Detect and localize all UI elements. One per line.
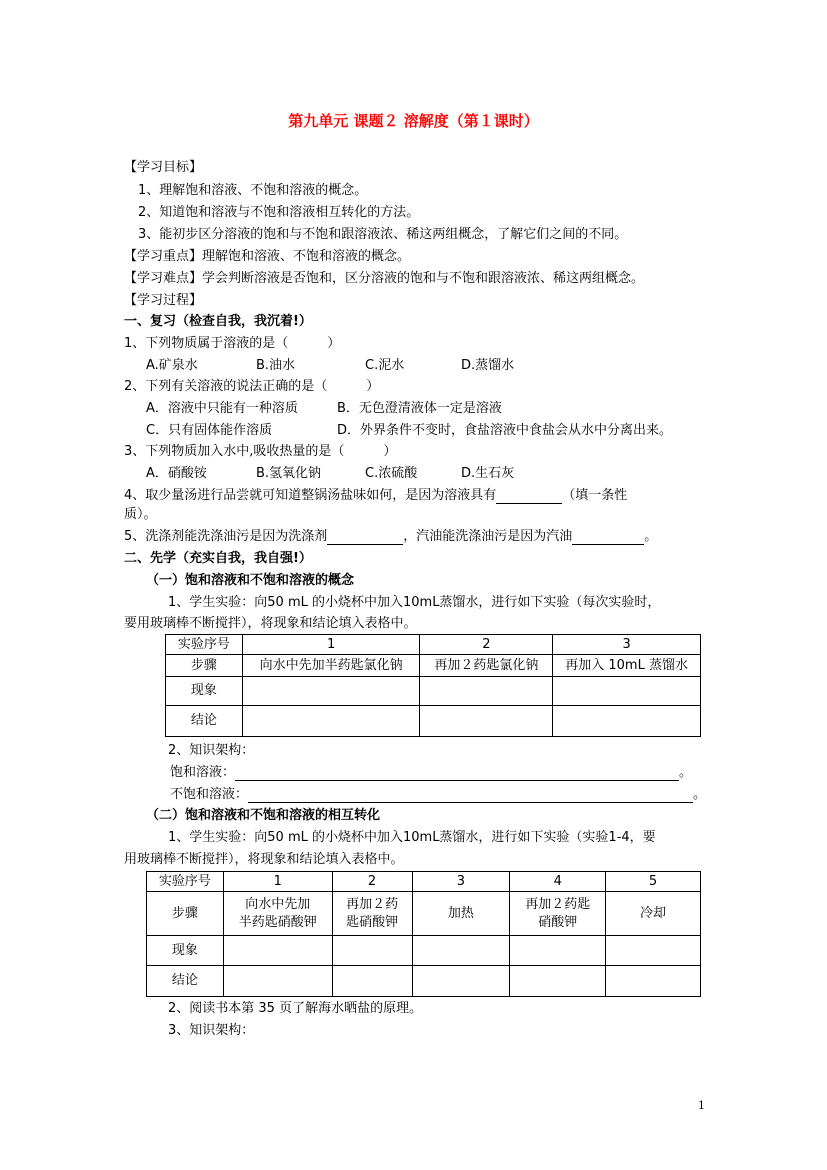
column-header: 4 xyxy=(510,872,606,892)
experiment1-line1: 1、学生实验：向50 mL 的小烧杯中加入10mL蒸馏水，进行如下实验（每次实验时， xyxy=(168,595,661,610)
saturated-end: 。 xyxy=(679,765,693,780)
q3-option-c: C.浓硫酸 xyxy=(365,466,418,481)
blank-cell xyxy=(553,677,701,706)
saturated-blank xyxy=(235,767,679,781)
blank-cell xyxy=(412,936,510,966)
unsaturated-definition xyxy=(170,787,706,803)
page-title: 第九单元 课题２ 溶解度（第１课时） xyxy=(288,112,539,130)
q5-blank-2 xyxy=(572,531,644,545)
objective-2: 2、知道饱和溶液与不饱和溶液相互转化的方法。 xyxy=(138,205,420,220)
objective-1: 1、理解饱和溶液、不饱和溶液的概念。 xyxy=(138,183,368,198)
saturated-definition xyxy=(170,765,692,781)
row-label-phenomenon: 现象 xyxy=(147,936,224,966)
blank-cell xyxy=(420,706,553,737)
q5-text-end: 。 xyxy=(644,529,658,544)
table-row xyxy=(166,677,701,706)
table-row xyxy=(147,966,701,997)
column-header: 2 xyxy=(420,635,553,655)
table-row xyxy=(147,872,701,892)
step-line: 匙硝酸钾 xyxy=(346,914,399,930)
q4-text-end: （填一条性 xyxy=(562,488,628,503)
column-header: 2 xyxy=(332,872,412,892)
step-cell: 冷却 xyxy=(606,892,701,936)
reading-task: 2、阅读书本第 35 页了解海水晒盐的原理。 xyxy=(168,1001,423,1016)
row-label-steps: 步骤 xyxy=(147,892,224,936)
blank-cell xyxy=(510,966,606,997)
question-4-cont: 质）。 xyxy=(124,507,157,522)
knowledge-framework-2: 3、知识架构： xyxy=(168,1023,255,1038)
subsection2-heading: （二）饱和溶液和不饱和溶液的相互转化 xyxy=(146,808,381,823)
row-label-conclusion: 结论 xyxy=(147,966,224,997)
unsaturated-label: 不饱和溶液： xyxy=(170,787,249,802)
q1-option-b: B.油水 xyxy=(256,358,296,373)
process-heading: 【学习过程】 xyxy=(124,293,203,308)
objective-3: 3、能初步区分溶液的饱和与不饱和跟溶液浓、稀这两组概念，了解它们之间的不同。 xyxy=(138,227,628,242)
difficulty: 【学习难点】学会判断溶液是否饱和，区分溶液的饱和与不饱和跟溶液浓、稀这两组概念。 xyxy=(124,271,645,286)
blank-cell xyxy=(420,677,553,706)
blank-cell xyxy=(242,677,420,706)
row-label-steps: 步骤 xyxy=(166,655,243,677)
step-cell: 再加２药匙氯化钠 xyxy=(420,655,553,677)
column-header: 1 xyxy=(242,635,420,655)
question-1: 1、下列物质属于溶液的是（ ） xyxy=(124,336,341,351)
q2-option-b: B．无色澄清液体一定是溶液 xyxy=(337,401,502,416)
table-row xyxy=(166,655,701,677)
q3-option-b: B.氢氧化钠 xyxy=(256,466,322,481)
experiment1-line2: 要用玻璃棒不断搅拌），将现象和结论填入表格中。 xyxy=(124,616,417,631)
q2-option-c: C．只有固体能作溶质 xyxy=(146,423,273,438)
experiment2-line1: 1、学生实验：向50 mL 的小烧杯中加入10mL蒸馏水，进行如下实验（实验1-4，要 xyxy=(168,830,656,845)
table-row xyxy=(147,936,701,966)
q1-option-a: A.矿泉水 xyxy=(146,358,198,373)
step-cell: 再加入 10mL 蒸馏水 xyxy=(553,655,701,677)
unsaturated-blank xyxy=(248,789,693,803)
blank-cell xyxy=(223,966,332,997)
knowledge-framework-1: 2、知识架构： xyxy=(168,743,255,758)
step-line: 再加２药匙 xyxy=(525,896,591,912)
column-header: 5 xyxy=(606,872,701,892)
row-label-number: 实验序号 xyxy=(147,872,224,892)
blank-cell xyxy=(606,936,701,966)
table-row xyxy=(166,635,701,655)
q3-option-d: D.生石灰 xyxy=(461,466,515,481)
objectives-heading: 【学习目标】 xyxy=(124,160,203,175)
question-4 xyxy=(124,488,627,504)
question-3: 3、下列物质加入水中,吸收热量的是（ ） xyxy=(124,444,397,459)
experiment2-table xyxy=(146,871,701,997)
column-header: 3 xyxy=(553,635,701,655)
section1-heading: 一、复习（检查自我，我沉着!） xyxy=(124,314,312,329)
blank-cell xyxy=(510,936,606,966)
blank-cell xyxy=(242,706,420,737)
page-number: 1 xyxy=(698,1099,705,1112)
step-line: 半药匙硝酸钾 xyxy=(238,914,317,930)
blank-cell xyxy=(412,966,510,997)
blank-cell xyxy=(553,706,701,737)
q1-option-d: D.蒸馏水 xyxy=(461,358,515,373)
step-line: 再加２药 xyxy=(346,896,399,912)
table-row xyxy=(166,706,701,737)
step-line: 向水中先加 xyxy=(245,896,311,912)
q2-option-a: A．溶液中只能有一种溶质 xyxy=(146,401,298,416)
q3-option-a: A．硝酸铵 xyxy=(146,466,207,481)
row-label-phenomenon: 现象 xyxy=(166,677,243,706)
step-cell xyxy=(510,892,606,936)
question-2: 2、下列有关溶液的说法正确的是（ ） xyxy=(124,379,380,394)
q5-text-mid: ，汽油能洗涤油污是因为汽油 xyxy=(403,529,573,544)
step-cell xyxy=(223,892,332,936)
experiment2-line2: 用玻璃棒不断搅拌），将现象和结论填入表格中。 xyxy=(124,852,404,867)
blank-cell xyxy=(223,936,332,966)
q2-option-d: D．外界条件不变时，食盐溶液中食盐会从水中分离出来。 xyxy=(337,423,673,438)
saturated-label: 饱和溶液： xyxy=(170,765,236,780)
section2-heading: 二、先学（充实自我，我自强!） xyxy=(124,551,312,566)
subsection1-heading: （一）饱和溶液和不饱和溶液的概念 xyxy=(146,573,355,588)
column-header: 3 xyxy=(412,872,510,892)
blank-cell xyxy=(332,966,412,997)
q5-text: 5、洗涤剂能洗涤油污是因为洗涤剂 xyxy=(124,529,328,544)
step-cell xyxy=(332,892,412,936)
table-row xyxy=(147,892,701,936)
column-header: 1 xyxy=(223,872,332,892)
blank-cell xyxy=(606,966,701,997)
q4-blank xyxy=(496,490,562,504)
key-point: 【学习重点】理解饱和溶液、不饱和溶液的概念。 xyxy=(124,249,411,264)
experiment1-table xyxy=(165,634,701,737)
row-label-conclusion: 结论 xyxy=(166,706,243,737)
q1-option-c: C.泥水 xyxy=(365,358,405,373)
step-line: 硝酸钾 xyxy=(538,914,578,930)
unsaturated-end: 。 xyxy=(693,787,707,802)
step-cell: 加热 xyxy=(412,892,510,936)
q5-blank-1 xyxy=(327,531,403,545)
blank-cell xyxy=(332,936,412,966)
q4-text: 4、取少量汤进行品尝就可知道整锅汤盐味如何，是因为溶液具有 xyxy=(124,488,497,503)
step-cell: 向水中先加半药匙氯化钠 xyxy=(242,655,420,677)
question-5 xyxy=(124,529,657,545)
row-label-number: 实验序号 xyxy=(166,635,243,655)
